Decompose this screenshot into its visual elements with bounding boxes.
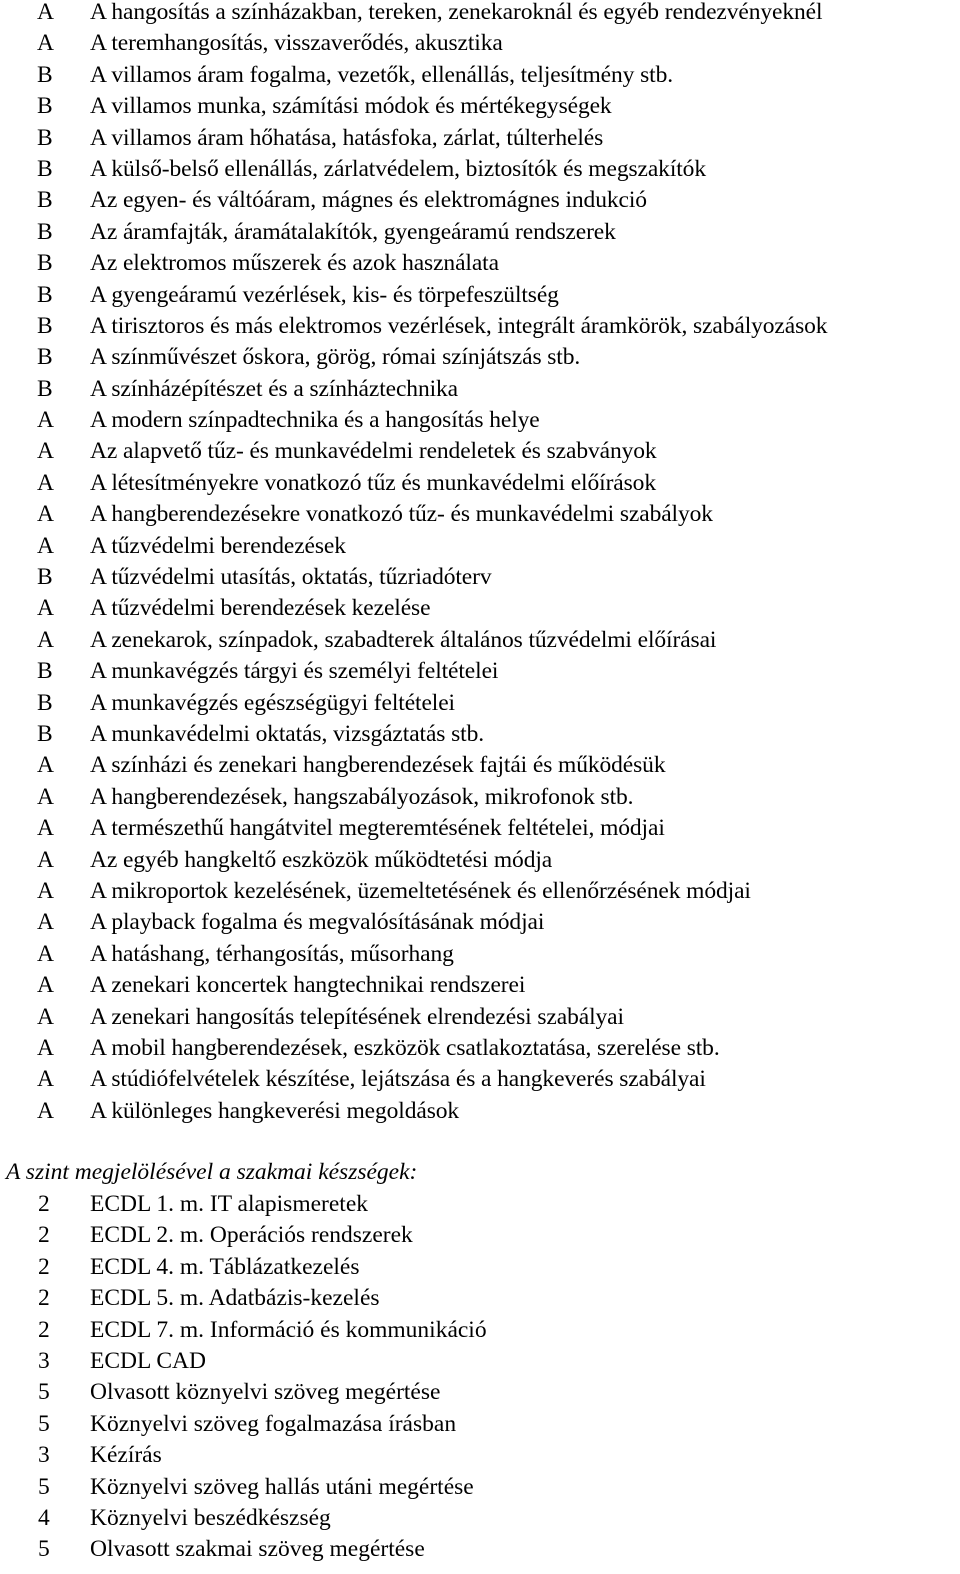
topic-row-level: A [37, 940, 54, 967]
topic-row [0, 468, 960, 499]
skill-row-level: 5 [38, 1536, 50, 1563]
topic-row-text: A munkavégzés tárgyi és személyi feltételei [90, 658, 499, 685]
topic-row-level: B [37, 93, 53, 120]
topic-row-level: B [37, 124, 53, 151]
topic-row-level: A [37, 30, 54, 57]
topic-row-level: A [37, 783, 54, 810]
topic-row [0, 280, 960, 311]
topic-row [0, 593, 960, 624]
skill-row [0, 1534, 960, 1565]
skill-row-level: 2 [38, 1222, 50, 1249]
topic-row-level: A [37, 1066, 54, 1093]
topic-row-level: A [37, 752, 54, 779]
topic-row-text: A villamos áram fogalma, vezetők, ellenállás, teljesítmény stb. [90, 61, 673, 88]
topic-row-level: B [37, 218, 53, 245]
topic-row-text: Az egyéb hangkeltő eszközök működtetési módja [90, 846, 553, 873]
topic-row-text: A tűzvédelmi berendezések [90, 532, 346, 559]
topic-row-text: A tűzvédelmi utasítás, oktatás, tűzriadóterv [90, 564, 492, 591]
skill-row-level: 3 [38, 1347, 50, 1374]
skill-row [0, 1472, 960, 1503]
topic-row [0, 1002, 960, 1033]
topic-row-text: A playback fogalma és megvalósításának módjai [90, 909, 545, 936]
skill-row [0, 1189, 960, 1220]
topic-row-text: A mobil hangberendezések, eszközök csatlakoztatása, szerelése stb. [90, 1034, 720, 1061]
topic-row-level: A [37, 0, 54, 25]
topic-row-text: A munkavégzés egészségügyi feltételei [90, 689, 455, 716]
skill-row-text: ECDL 4. m. Táblázatkezelés [90, 1253, 360, 1280]
topic-row [0, 123, 960, 154]
topic-row-text: A hangberendezések, hangszabályozások, mikrofonok stb. [90, 783, 634, 810]
topic-row [0, 91, 960, 122]
skill-row-text: Köznyelvi szöveg fogalmazása írásban [90, 1410, 457, 1437]
topic-row [0, 907, 960, 938]
topic-row-text: A zenekari hangosítás telepítésének elrendezési szabályai [90, 1003, 624, 1030]
skill-row-text: Kézírás [90, 1442, 162, 1469]
topic-row-level: B [37, 312, 53, 339]
topic-row-text: A gyengeáramú vezérlések, kis- és törpefeszültség [90, 281, 559, 308]
topic-row-text: A munkavédelmi oktatás, vizsgáztatás stb. [90, 720, 485, 747]
topic-row [0, 248, 960, 279]
topic-row-level: B [37, 689, 53, 716]
topic-row-level: B [37, 61, 53, 88]
topic-row-text: A villamos áram hőhatása, hatásfoka, zárlat, túlterhelés [90, 124, 604, 151]
skill-row-level: 2 [38, 1253, 50, 1280]
skill-row-text: Olvasott szakmai szöveg megértése [90, 1536, 425, 1563]
topic-row-level: B [37, 564, 53, 591]
skills-section-title: A szint megjelölésével a szakmai készségek: [6, 1159, 418, 1185]
topic-row-text: A hangberendezésekre vonatkozó tűz- és munkavédelmi szabályok [90, 501, 713, 528]
topic-row-level: B [37, 281, 53, 308]
skill-row-text: ECDL 5. m. Adatbázis-kezelés [90, 1285, 380, 1312]
topic-row [0, 499, 960, 530]
skill-row-level: 5 [38, 1379, 50, 1406]
topic-row-text: A zenekari koncertek hangtechnikai rendszerei [90, 972, 526, 999]
topic-row [0, 436, 960, 467]
topic-row-level: A [37, 1034, 54, 1061]
topic-row-level: A [37, 469, 54, 496]
topic-row-text: A színművészet őskora, görög, római színjátszás stb. [90, 344, 581, 371]
topic-row-text: A mikroportok kezelésének, üzemeltetésének és ellenőrzésének módjai [90, 877, 751, 904]
skill-row [0, 1409, 960, 1440]
topic-row-level: B [37, 658, 53, 685]
topic-row-text: A színházépítészet és a színháztechnika [90, 375, 459, 402]
topic-row [0, 939, 960, 970]
skill-row-level: 3 [38, 1442, 50, 1469]
topic-row-level: B [37, 375, 53, 402]
skill-row-text: ECDL 7. m. Információ és kommunikáció [90, 1316, 487, 1343]
topic-row-text: A külső-belső ellenállás, zárlatvédelem, biztosítók és megszakítók [90, 155, 706, 182]
skill-row-level: 2 [38, 1316, 50, 1343]
topic-row-text: A természethű hangátvitel megteremtésének feltételei, módjai [90, 815, 665, 842]
topic-row [0, 185, 960, 216]
topic-row-level: B [37, 344, 53, 371]
skill-row [0, 1283, 960, 1314]
topic-row-level: A [37, 909, 54, 936]
topic-row [0, 405, 960, 436]
skill-row-text: Olvasott köznyelvi szöveg megértése [90, 1379, 441, 1406]
topic-row [0, 562, 960, 593]
topic-row-text: A modern színpadtechnika és a hangosítás helye [90, 407, 540, 434]
skill-row-level: 5 [38, 1410, 50, 1437]
topic-row [0, 1096, 960, 1127]
topic-row-text: Az áramfajták, áramátalakítók, gyengeáramú rendszerek [90, 218, 616, 245]
skill-list [0, 1189, 960, 1566]
topic-row-level: A [37, 595, 54, 622]
topic-row [0, 656, 960, 687]
topic-row [0, 531, 960, 562]
skill-row [0, 1346, 960, 1377]
topic-row-level: B [37, 250, 53, 277]
topic-row-level: A [37, 815, 54, 842]
topic-row [0, 625, 960, 656]
topic-row [0, 750, 960, 781]
topic-row [0, 311, 960, 342]
skill-row-level: 2 [38, 1191, 50, 1217]
skill-row-level: 5 [38, 1473, 50, 1500]
topic-row-text: A tirisztoros és más elektromos vezérlések, integrált áramkörök, szabályozások [90, 312, 828, 339]
skill-row [0, 1220, 960, 1251]
topic-row-text: Az alapvető tűz- és munkavédelmi rendeletek és szabványok [90, 438, 657, 465]
topic-row-text: A villamos munka, számítási módok és mértékegységek [90, 93, 612, 120]
topic-row [0, 782, 960, 813]
topic-row-text: A tűzvédelmi berendezések kezelése [90, 595, 431, 622]
skill-row [0, 1377, 960, 1408]
topic-row [0, 217, 960, 248]
topic-row-text: Az elektromos műszerek és azok használata [90, 250, 499, 277]
topic-row-text: A hatáshang, térhangosítás, műsorhang [90, 940, 454, 967]
topic-row [0, 813, 960, 844]
topic-row-level: B [37, 155, 53, 182]
topic-row-level: A [37, 846, 54, 873]
skill-row-text: ECDL CAD [90, 1347, 206, 1374]
topic-row [0, 970, 960, 1001]
topic-row-level: A [37, 407, 54, 434]
topic-row-level: A [37, 877, 54, 904]
topic-row [0, 688, 960, 719]
topic-row-level: B [37, 187, 53, 214]
topic-row-level: A [37, 1003, 54, 1030]
topic-row-level: A [37, 501, 54, 528]
skill-row [0, 1440, 960, 1471]
topic-row-level: A [37, 532, 54, 559]
topic-row-text: A stúdiófelvételek készítése, lejátszása és a hangkeverés szabályai [90, 1066, 706, 1093]
skill-row-text: Köznyelvi szöveg hallás utáni megértése [90, 1473, 474, 1500]
topic-row [0, 845, 960, 876]
topic-row [0, 876, 960, 907]
skill-row-level: 2 [38, 1285, 50, 1312]
topic-row [0, 374, 960, 405]
topic-row-level: A [37, 626, 54, 653]
skill-row [0, 1503, 960, 1534]
topic-row [0, 154, 960, 185]
skill-row-text: ECDL 2. m. Operációs rendszerek [90, 1222, 413, 1249]
skill-row [0, 1315, 960, 1346]
topic-row [0, 342, 960, 373]
topic-row [0, 719, 960, 750]
topic-row-text: A színházi és zenekari hangberendezések fajtái és működésük [90, 752, 666, 779]
skill-row-text: ECDL 1. m. IT alapismeretek [90, 1191, 369, 1217]
topic-row-level: A [37, 972, 54, 999]
topic-row [0, 60, 960, 91]
skill-row-level: 4 [38, 1504, 50, 1531]
topic-row-level: A [37, 438, 54, 465]
topic-row-text: A hangosítás a színházakban, tereken, zenekaroknál és egyéb rendezvényeknél [90, 0, 823, 25]
skill-row [0, 1252, 960, 1283]
topic-row-text: A zenekarok, színpadok, szabadterek általános tűzvédelmi előírásai [90, 626, 717, 653]
topic-row-text: A teremhangosítás, visszaverődés, akusztika [90, 30, 503, 57]
topic-row-text: Az egyen- és váltóáram, mágnes és elektromágnes indukció [90, 187, 647, 214]
topic-row [0, 0, 960, 28]
skill-row-text: Köznyelvi beszédkészség [90, 1504, 331, 1531]
topic-row-text: A létesítményekre vonatkozó tűz és munkavédelmi előírások [90, 469, 656, 496]
topic-row [0, 1033, 960, 1064]
topic-row [0, 28, 960, 59]
topic-row-level: B [37, 720, 53, 747]
topic-row-level: A [37, 1097, 54, 1124]
topic-row-text: A különleges hangkeverési megoldások [90, 1097, 460, 1124]
topic-row [0, 1064, 960, 1095]
